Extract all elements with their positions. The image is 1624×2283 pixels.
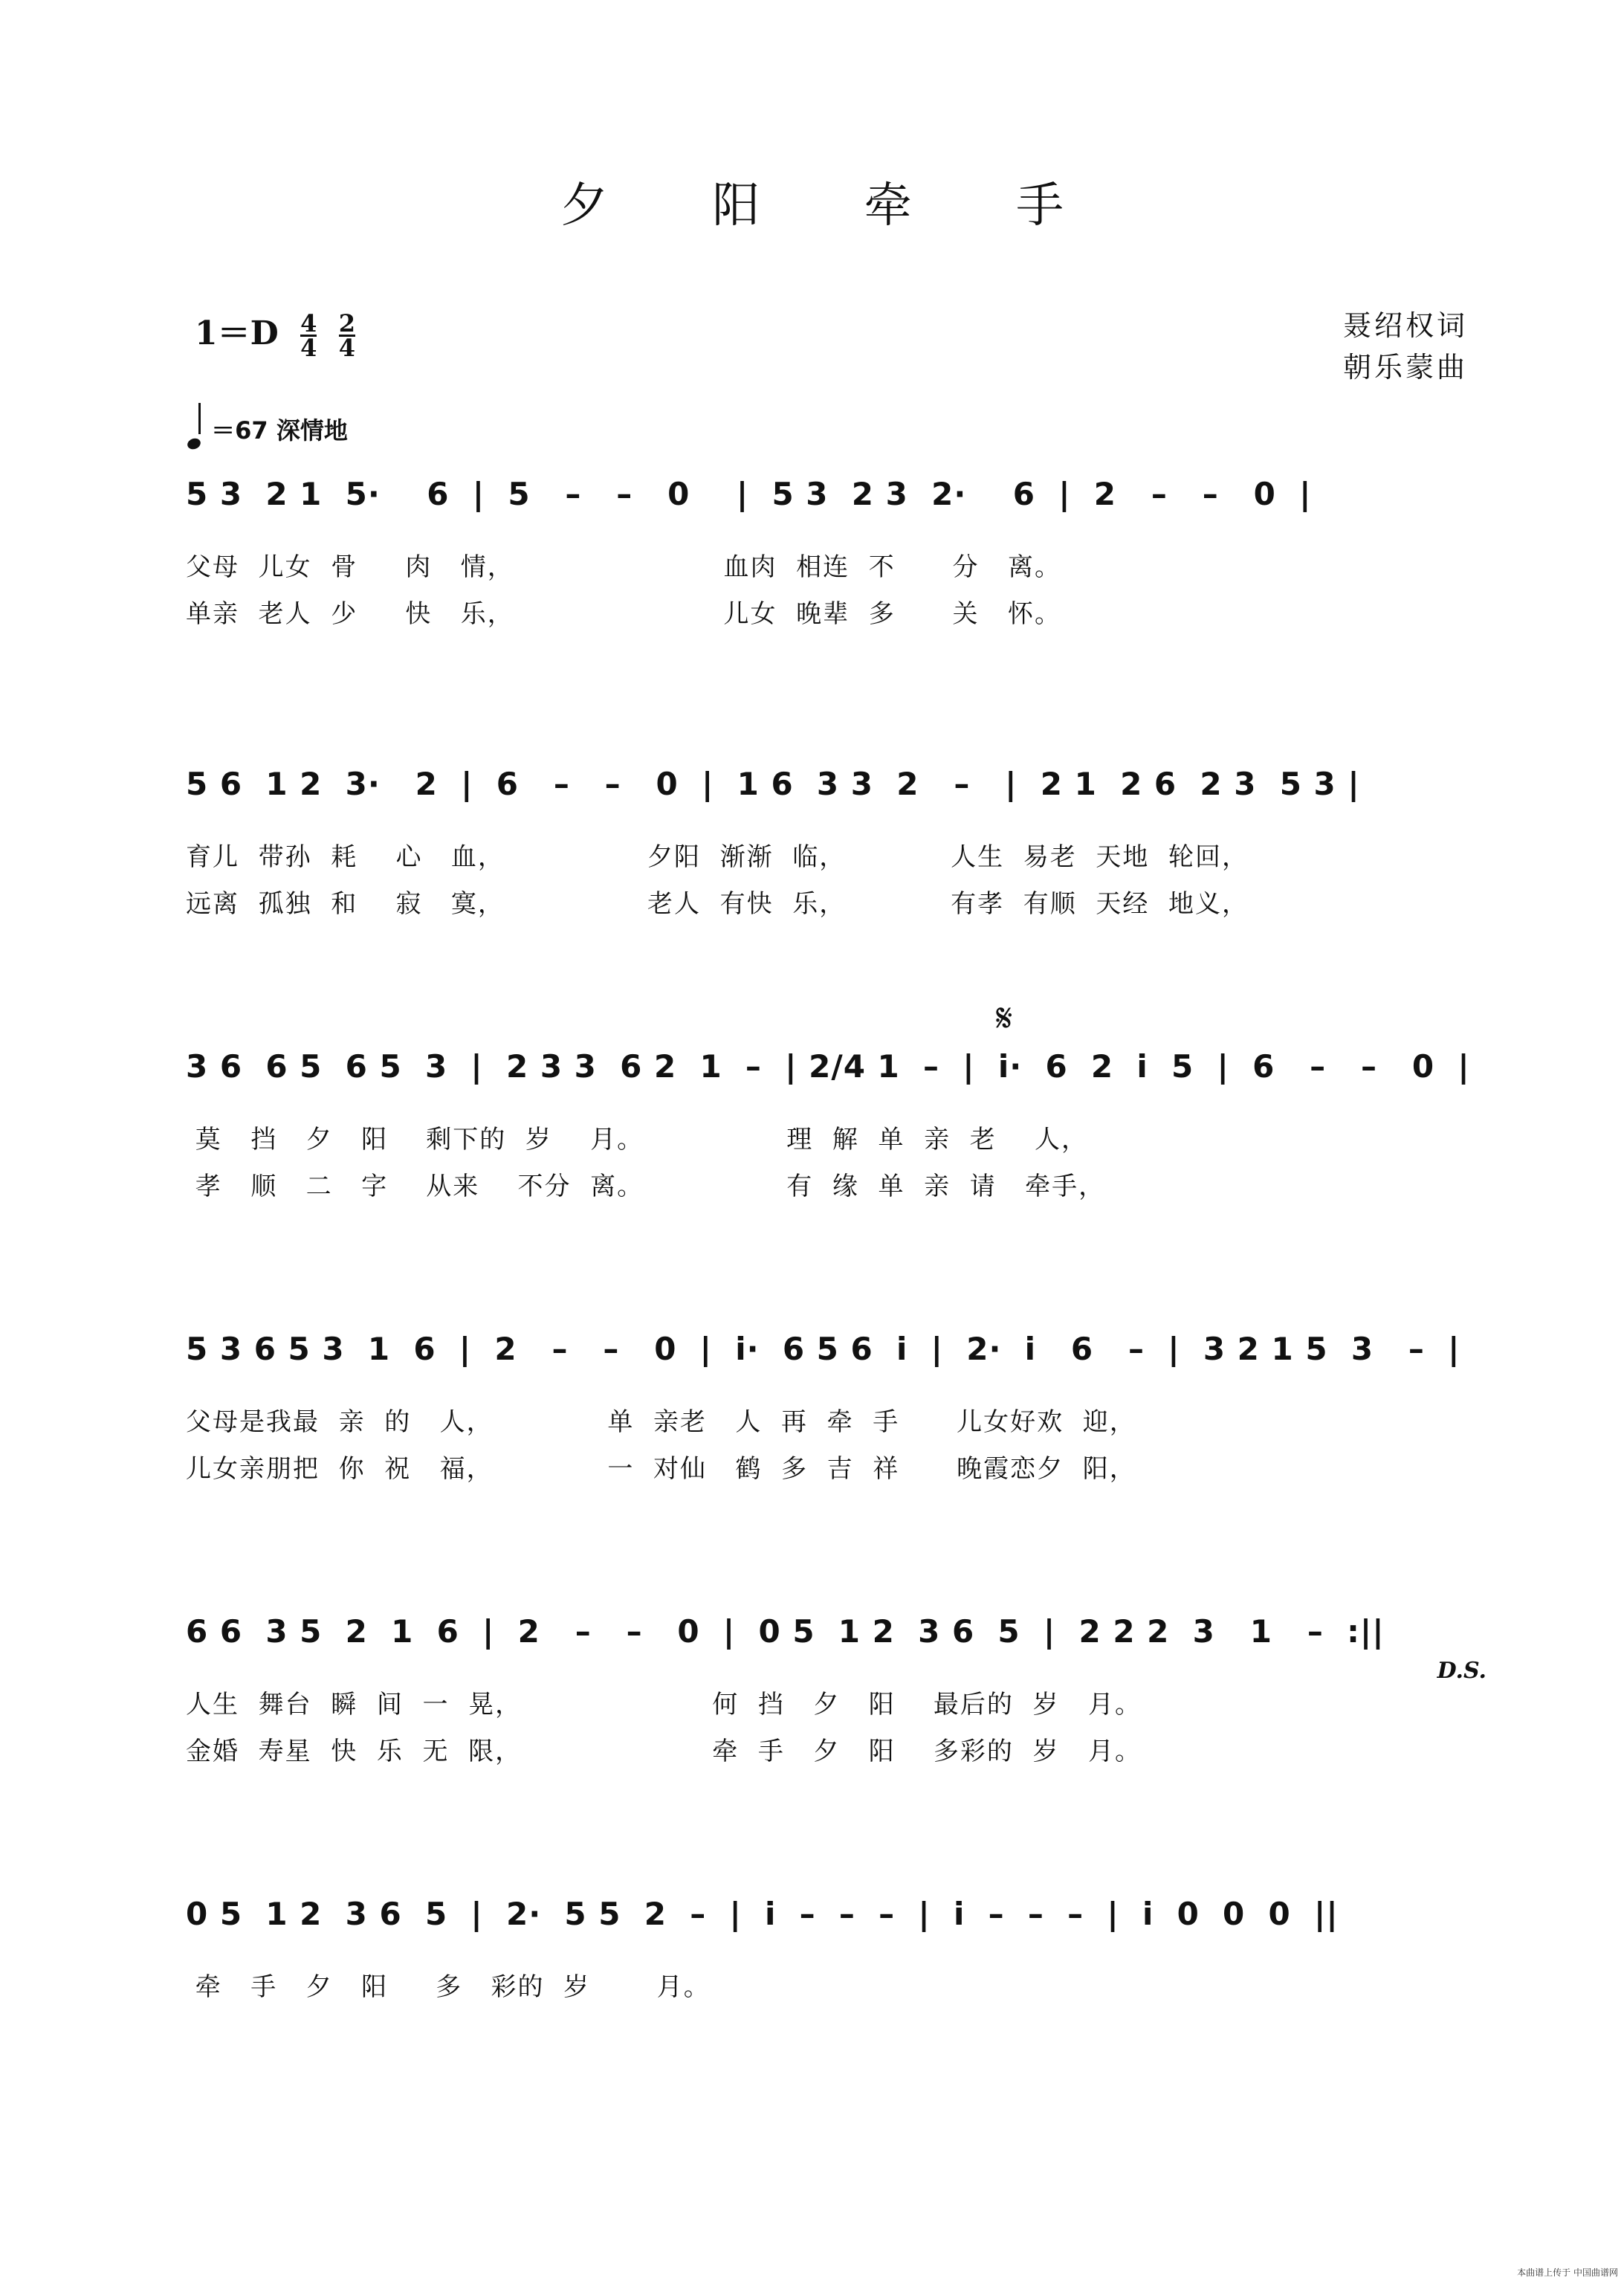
- notes-line: 3 6 6 5 6 5 3 | 2 3 3 6 2 1 – | 2/4 1 – | i· 6 2 i 5 | 6 – – 0 |: [186, 1048, 1470, 1085]
- key-label: 1＝D: [195, 314, 279, 352]
- system-5: [186, 1613, 1479, 1767]
- lyric-verse-1: 父母是我最 亲 的 人， 单 亲老 人 再 牵 手 儿女好欢 迎，: [186, 1407, 1136, 1437]
- system-2: [186, 766, 1479, 920]
- lyric-verse-1: 莫 挡 夕 阳 剩下的 岁 月。 理 解 单 亲 老 人，: [186, 1125, 1088, 1155]
- lyric-verse-1: 人生 舞台 瞬 间 一 晃， 何 挡 夕 阳 最后的 岁 月。: [186, 1690, 1142, 1719]
- lyric-verse-1: 牵 手 夕 阳 多 彩的 岁 月。: [186, 1972, 711, 2002]
- song-title: 夕 阳 牵 手: [560, 178, 1109, 233]
- system-1: [186, 476, 1479, 630]
- lyric-verse-1: 父母 儿女 骨 肉 情， 血肉 相连 不 分 离。: [186, 552, 1061, 582]
- source-footer: 本曲谱上传于 中国曲谱网: [1517, 2267, 1618, 2278]
- notes-line: 0 5 1 2 3 6 5 | 2· 5 5 2 – | i – – – | i – – – | i 0 0 0 ||: [186, 1896, 1339, 1932]
- system-4: [186, 1331, 1479, 1485]
- composer: 朝乐蒙曲: [1342, 351, 1468, 384]
- quarter-note-icon: [186, 436, 202, 451]
- credits: [1343, 305, 1468, 388]
- lyric-verse-2: 远离 孤独 和 寂 寞， 老人 有快 乐， 有孝 有顺 天经 地义，: [186, 889, 1249, 919]
- time-signature-4-4: $\frac{4}{4}$: [300, 309, 317, 362]
- system-6: [186, 1896, 1479, 2003]
- time-signature-2-4: $\frac{2}{4}$: [338, 309, 355, 362]
- tempo-marking: [187, 407, 348, 446]
- dal-segno-mark: D.S.: [1437, 1658, 1486, 1684]
- notes-line: 5 3 6 5 3 1 6 | 2 – – 0 | i· 6 5 6 i | 2· i 6 – | 3 2 1 5 3 – |: [186, 1331, 1460, 1367]
- lyric-verse-2: 儿女亲朋把 你 祝 福， 一 对仙 鹤 多 吉 祥 晚霞恋夕 阳，: [186, 1454, 1136, 1484]
- lyricist: 聂绍权词: [1342, 309, 1468, 342]
- lyric-verse-2: 金婚 寿星 快 乐 无 限， 牵 手 夕 阳 多彩的 岁 月。: [186, 1737, 1142, 1766]
- lyric-verse-2: 单亲 老人 少 快 乐， 儿女 晚辈 多 关 怀。: [186, 599, 1061, 629]
- tempo-text: ＝67 深情地: [211, 416, 348, 445]
- notes-line: 6 6 3 5 2 1 6 | 2 – – 0 | 0 5 1 2 3 6 5 | 2 2 2 3 1 – :||: [186, 1613, 1385, 1650]
- segno-sign: 𝄋: [996, 996, 1013, 1041]
- system-3: [186, 1048, 1479, 1202]
- notes-line: 5 3 2 1 5· 6 | 5 – – 0 | 5 3 2 3 2· 6 | 2 – – 0 |: [186, 476, 1312, 512]
- lyric-verse-1: 育儿 带孙 耗 心 血， 夕阳 渐渐 临， 人生 易老 天地 轮回，: [186, 842, 1249, 872]
- key-signature: [195, 306, 355, 362]
- notes-line: 5 6 1 2 3· 2 | 6 – – 0 | 1 6 3 3 2 – | 2 1 2 6 2 3 5 3 |: [186, 766, 1360, 802]
- lyric-verse-2: 孝 顺 二 字 从来 不分 离。 有 缘 单 亲 请 牵手，: [186, 1172, 1106, 1201]
